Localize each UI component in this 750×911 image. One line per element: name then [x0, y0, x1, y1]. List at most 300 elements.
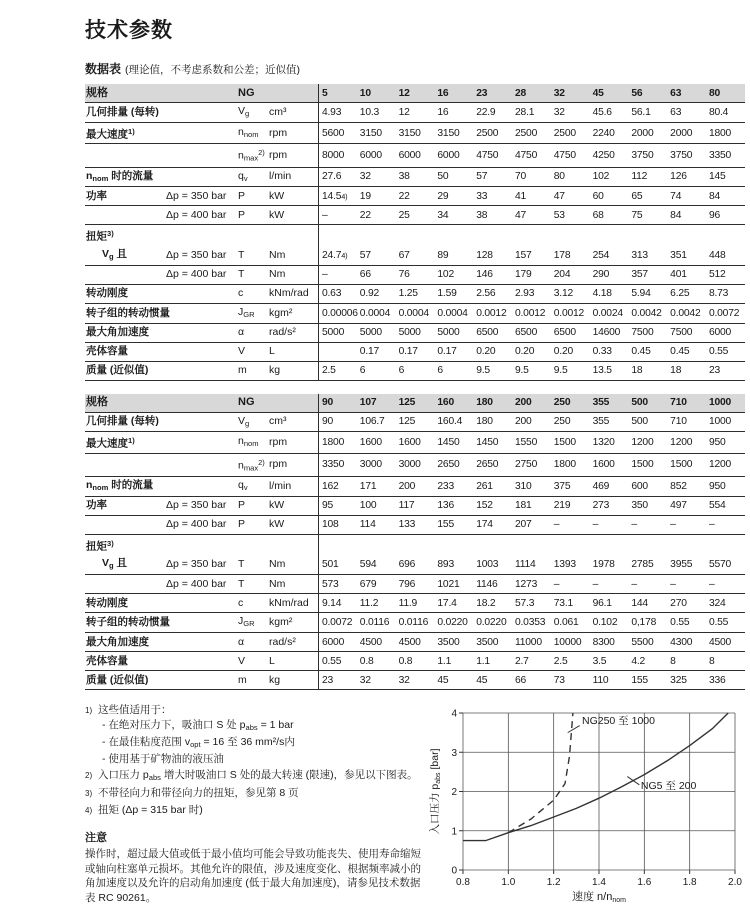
series-annotation-label: NG5 至 200 — [640, 779, 697, 792]
row-label: $V_g$ 且 — [102, 557, 128, 571]
value-cell: 117 — [398, 500, 415, 512]
row-label: $n_{nom}$ 时的流量 — [86, 479, 154, 492]
row-symbol: $q_v$ — [238, 479, 248, 492]
value-cell: 70 — [514, 171, 527, 183]
row-unit: kg — [269, 673, 281, 686]
row-symbol: $n_{max}^{2)}$ — [238, 148, 265, 163]
row-label: 功率 — [86, 189, 107, 202]
footnote-marker: 2) — [85, 770, 93, 780]
header-size-cell: 710 — [670, 397, 687, 409]
row-label: 壳体容量 — [86, 345, 128, 358]
table-row — [85, 187, 745, 206]
table-caption — [85, 60, 745, 77]
row-symbol: T — [238, 248, 245, 261]
footnotes-column — [85, 703, 427, 911]
value-cell: 0.00006 — [318, 304, 357, 323]
value-cell: 80 — [553, 171, 565, 183]
table-row — [85, 613, 745, 633]
y-tick-label: 3 — [451, 747, 457, 759]
table-row — [85, 516, 745, 535]
x-tick-label: 1.4 — [592, 877, 606, 889]
header-size-cell: 32 — [553, 87, 565, 99]
value-cell: 0.55 — [708, 617, 729, 629]
value-cell: 3.5 — [592, 655, 607, 667]
header-size-cell: 107 — [359, 397, 377, 409]
value-cell: 57 — [359, 249, 371, 261]
value-cell: 1200 — [708, 459, 732, 471]
value-cell: 2750 — [514, 459, 538, 471]
value-cell: 250 — [553, 416, 571, 428]
value-cell: 174 — [476, 519, 493, 531]
row-sublabel: Δp = 400 bar — [166, 268, 227, 281]
value-cell: 5000 — [318, 324, 357, 342]
value-cell: 136 — [437, 500, 454, 512]
value-cell: 0.45 — [631, 346, 651, 358]
value-cell: 1320 — [592, 437, 615, 449]
value-cell: 23 — [708, 365, 721, 377]
value-cell: 32 — [553, 106, 565, 118]
value-cell: 313 — [631, 249, 648, 261]
value-cell: 96 — [708, 209, 721, 221]
table-header-row — [85, 394, 745, 413]
value-cell: 145 — [708, 171, 726, 183]
value-cell: – — [318, 266, 357, 284]
footnote-text: 入口压力 $p_{abs}$ 增大时吸油口 S 处的最大转速 (限速)，参见以下图表。 — [98, 768, 418, 782]
value-cell: 4250 — [592, 149, 615, 161]
value-cell: 8 — [708, 655, 715, 667]
value-cell: 9.5 — [553, 365, 568, 377]
value-cell: 1600 — [398, 437, 421, 449]
value-cell: 6500 — [514, 327, 538, 339]
value-cell: 5000 — [359, 327, 382, 339]
x-tick-label: 1.6 — [637, 877, 652, 889]
value-cell: 180 — [476, 416, 493, 428]
value-cell: 0.0012 — [476, 307, 507, 319]
value-cell: 12 — [398, 106, 410, 118]
section-label: 扭矩$^{3)}$ — [86, 229, 114, 243]
header-ng-label: NG — [238, 86, 255, 99]
header-spec-label: 规格 — [86, 396, 108, 409]
value-cell: 0.0042 — [631, 307, 662, 319]
value-cell: 324 — [708, 597, 726, 609]
value-cell: 110 — [592, 674, 609, 686]
row-symbol: $n_{nom}$ — [238, 435, 259, 449]
value-cell: 0.0004 — [398, 307, 429, 319]
value-cell: – — [318, 206, 357, 224]
row-symbol: V — [238, 654, 246, 667]
row-unit: kNm/rad — [269, 287, 309, 300]
value-cell: 6 — [359, 365, 366, 377]
value-cell: 11.2 — [359, 597, 379, 609]
value-cell: 0.0012 — [553, 307, 585, 319]
table-row — [85, 285, 745, 304]
value-cell: 0.8 — [359, 655, 374, 667]
value-cell: 45.6 — [592, 106, 612, 118]
value-cell: 696 — [398, 559, 416, 571]
value-cell: 10000 — [553, 636, 582, 648]
value-cell: 32 — [359, 171, 371, 183]
note-heading: 注意 — [85, 832, 107, 845]
value-cell: 23 — [318, 671, 357, 689]
row-label: 转动刚度 — [86, 287, 128, 300]
row-unit: L — [269, 654, 275, 667]
x-axis-label: 速度 n/nnom — [572, 891, 626, 905]
value-cell: 357 — [631, 269, 648, 281]
value-cell: 3955 — [670, 559, 693, 571]
value-cell: – — [553, 578, 560, 590]
value-cell: 0.0004 — [359, 307, 391, 319]
row-unit: rpm — [269, 126, 288, 139]
value-cell: 27.6 — [318, 168, 357, 187]
value-cell: 29 — [437, 190, 449, 202]
value-cell: 1800 — [553, 459, 576, 471]
value-cell: 0.8 — [398, 655, 413, 667]
value-cell: 18.2 — [476, 597, 496, 609]
value-cell: 0.0042 — [670, 307, 701, 319]
header-size-cell: 500 — [631, 397, 648, 409]
value-cell: 7500 — [631, 327, 654, 339]
value-cell: 17.4 — [437, 597, 457, 609]
value-cell: 60 — [592, 190, 604, 202]
row-unit: l/min — [269, 170, 292, 183]
value-cell: 0.55 — [318, 652, 357, 670]
value-cell: 157 — [514, 249, 532, 261]
footnote-text: 不带径向力和带径向力的扭矩，参见第 8 页 — [98, 787, 299, 800]
value-cell: 0.0004 — [437, 307, 468, 319]
value-cell: 3500 — [437, 636, 460, 648]
row-symbol: T — [238, 577, 245, 590]
table-row — [85, 432, 745, 453]
x-tick-label: 1.8 — [682, 877, 697, 889]
value-cell: 1450 — [437, 437, 460, 449]
value-cell: 67 — [398, 249, 410, 261]
row-unit: kW — [269, 208, 285, 221]
value-cell: 4750 — [553, 149, 576, 161]
row-unit: kg — [269, 364, 281, 377]
value-cell: 4.93 — [318, 103, 357, 122]
value-cell: 14.5 4) — [318, 187, 357, 205]
value-cell: 5600 — [318, 123, 357, 143]
spec-table-large-sizes — [85, 394, 745, 691]
value-cell: 200 — [514, 416, 532, 428]
value-cell: 0.0220 — [437, 617, 468, 629]
header-size-cell: 45 — [592, 87, 604, 99]
value-cell: 573 — [318, 575, 357, 593]
row-symbol: P — [238, 499, 246, 512]
value-cell: 75 — [631, 209, 643, 221]
row-label: 转子组的转动惯量 — [86, 306, 170, 319]
value-cell: 2650 — [476, 459, 499, 471]
value-cell: 2785 — [631, 559, 654, 571]
value-cell: 179 — [514, 269, 532, 281]
value-cell: 102 — [437, 269, 454, 281]
table-row — [85, 144, 745, 167]
value-cell: 38 — [476, 209, 488, 221]
value-cell: 219 — [553, 500, 571, 512]
value-cell: 4.18 — [592, 288, 612, 300]
value-cell: 290 — [592, 269, 610, 281]
value-cell: 351 — [670, 249, 687, 261]
value-cell: 89 — [437, 249, 449, 261]
footnote-item — [85, 703, 427, 767]
value-cell: 1200 — [670, 437, 693, 449]
value-cell: 63 — [670, 106, 682, 118]
table-row — [85, 168, 745, 188]
value-cell: 5000 — [437, 327, 460, 339]
value-cell: 100 — [359, 500, 377, 512]
value-cell: 0.20 — [476, 346, 496, 358]
value-cell: 6000 — [318, 633, 357, 651]
row-label: 功率 — [86, 499, 107, 512]
table-row — [85, 324, 745, 343]
value-cell: 3350 — [708, 149, 732, 161]
annotation-leader-line — [568, 726, 580, 733]
value-cell: 3750 — [631, 149, 654, 161]
footnote-item — [85, 768, 427, 785]
value-cell: 1021 — [437, 578, 460, 590]
row-symbol: m — [238, 673, 247, 686]
value-cell: 80.4 — [708, 106, 729, 118]
footnotes-list — [85, 703, 427, 818]
value-cell: 0.0353 — [514, 617, 546, 629]
y-tick-label: 2 — [451, 787, 457, 799]
value-cell: 469 — [592, 481, 610, 493]
table-row — [85, 266, 745, 285]
value-cell: 0.20 — [553, 346, 574, 358]
row-label: 最大速度$^{1)}$ — [86, 436, 135, 450]
row-label: 壳体容量 — [86, 654, 128, 667]
row-unit: kW — [269, 499, 285, 512]
value-cell: 1550 — [514, 437, 538, 449]
table-row — [85, 413, 745, 433]
value-cell: 47 — [553, 190, 565, 202]
value-cell: 950 — [708, 481, 726, 493]
value-cell: 125 — [398, 416, 416, 428]
value-cell: 6500 — [553, 327, 576, 339]
table-row — [85, 206, 745, 225]
row-symbol: α — [238, 326, 245, 339]
value-cell: 0.55 — [708, 346, 729, 358]
value-cell: 1500 — [670, 459, 693, 471]
value-cell: 2240 — [592, 127, 615, 139]
value-cell: 325 — [670, 674, 687, 686]
row-symbol: V — [238, 345, 246, 358]
value-cell: – — [708, 519, 715, 531]
value-cell: 133 — [398, 519, 416, 531]
spec-table-small-sizes — [85, 84, 745, 381]
value-cell: 1978 — [592, 559, 615, 571]
x-tick-label: 0.8 — [456, 877, 470, 889]
row-symbol: α — [238, 635, 245, 648]
row-symbol: P — [238, 518, 246, 531]
value-cell: 2500 — [476, 127, 499, 139]
value-cell: 90 — [318, 413, 357, 432]
value-cell: 84 — [708, 190, 721, 202]
value-cell: 73.1 — [553, 597, 574, 609]
value-cell: 6500 — [476, 327, 499, 339]
value-cell: 112 — [631, 171, 648, 183]
value-cell: 56.1 — [631, 106, 651, 118]
value-cell: 114 — [359, 519, 376, 531]
row-unit: Nm — [269, 268, 286, 281]
value-cell: 3.12 — [553, 288, 574, 300]
row-symbol: P — [238, 189, 246, 202]
value-cell: 84 — [670, 209, 682, 221]
value-cell: 10.3 — [359, 106, 380, 118]
x-tick-label: 2.0 — [728, 877, 742, 889]
value-cell: 4750 — [514, 149, 538, 161]
header-size-cell: 12 — [398, 87, 410, 99]
value-cell — [318, 343, 357, 361]
value-cell: 32 — [398, 674, 410, 686]
row-label: 质量 (近似值) — [86, 673, 149, 686]
value-cell: 28.1 — [514, 106, 535, 118]
value-cell: 3500 — [476, 636, 499, 648]
value-cell: 254 — [592, 249, 610, 261]
value-cell: 4750 — [476, 149, 499, 161]
value-cell: 1114 — [514, 559, 536, 571]
value-cell: 45 — [437, 674, 449, 686]
value-cell: – — [592, 578, 599, 590]
series-solid — [463, 713, 728, 841]
table-row — [85, 633, 745, 652]
value-cell: 160.4 — [437, 416, 463, 428]
value-cell: 22 — [398, 190, 410, 202]
footnote-text: 扭矩 (Δp = 315 bar 时) — [98, 803, 203, 816]
value-cell: 22.9 — [476, 106, 496, 118]
row-unit: l/min — [269, 480, 292, 493]
row-label: 转子组的转动惯量 — [86, 616, 170, 629]
value-cell: 0.102 — [592, 617, 618, 629]
value-cell: – — [631, 519, 637, 531]
value-cell: 0.061 — [553, 617, 579, 629]
value-cell: 16 — [437, 106, 449, 118]
value-cell: 261 — [476, 481, 493, 493]
row-unit: kNm/rad — [269, 596, 309, 609]
value-cell: 2.93 — [514, 288, 535, 300]
value-cell: 1393 — [553, 559, 576, 571]
value-cell: 73 — [553, 674, 565, 686]
value-cell: 0.0024 — [592, 307, 623, 319]
header-size-cell: 200 — [514, 397, 532, 409]
table-row — [85, 477, 745, 497]
value-cell: 679 — [359, 578, 377, 590]
value-cell: 401 — [670, 269, 687, 281]
value-cell: 8300 — [592, 636, 615, 648]
value-cell: 501 — [318, 555, 357, 574]
table-section-row — [85, 225, 745, 245]
y-axis-label: 入口压力 pabs [bar] — [429, 748, 442, 835]
row-label: $n_{nom}$ 时的流量 — [86, 169, 154, 183]
header-size-cell: 23 — [476, 87, 488, 99]
value-cell: 497 — [670, 500, 687, 512]
table-header-row — [85, 84, 745, 103]
header-size-cell: 28 — [514, 87, 527, 99]
value-cell: 8000 — [318, 144, 357, 166]
value-cell: 34 — [437, 209, 449, 221]
value-cell: 375 — [553, 481, 571, 493]
row-unit: cm³ — [269, 415, 287, 428]
row-unit: kW — [269, 518, 285, 531]
footnote-marker: 3) — [85, 789, 93, 799]
value-cell: 2000 — [631, 127, 654, 139]
row-unit: kgm² — [269, 616, 293, 629]
empty-cell — [318, 535, 357, 555]
value-cell: 5570 — [708, 559, 732, 571]
row-symbol: $n_{max}^{2)}$ — [238, 457, 265, 473]
value-cell: 5500 — [631, 636, 654, 648]
value-cell: 6000 — [708, 327, 732, 339]
row-label: 最大角加速度 — [86, 635, 149, 648]
value-cell: 22 — [359, 209, 371, 221]
value-cell: 74 — [670, 190, 682, 202]
value-cell: 600 — [631, 481, 648, 493]
value-cell: 3000 — [359, 459, 382, 471]
value-cell: 0.0072 — [318, 613, 357, 632]
row-unit: Nm — [269, 248, 286, 261]
value-cell: 146 — [476, 269, 493, 281]
value-cell: 1600 — [359, 437, 382, 449]
value-cell: 0.45 — [670, 346, 690, 358]
row-unit: rad/s² — [269, 326, 296, 339]
value-cell: 710 — [670, 416, 687, 428]
value-cell: 4300 — [670, 636, 693, 648]
row-sublabel: Δp = 400 bar — [166, 518, 227, 531]
row-sublabel: Δp = 350 bar — [166, 189, 227, 202]
value-cell: 152 — [476, 500, 493, 512]
value-cell: 2650 — [437, 459, 460, 471]
value-cell: 1450 — [476, 437, 499, 449]
value-cell: 41 — [514, 190, 527, 202]
value-cell: 6000 — [437, 149, 460, 161]
value-cell: 1003 — [476, 559, 499, 571]
value-cell: 1800 — [318, 432, 357, 452]
header-size-cell: 250 — [553, 397, 571, 409]
value-cell: 0.55 — [670, 617, 690, 629]
table-row — [85, 454, 745, 477]
inlet-pressure-vs-speed-chart — [427, 705, 745, 906]
value-cell: 0.63 — [318, 285, 357, 303]
value-cell: 126 — [670, 171, 687, 183]
value-cell: 355 — [592, 416, 610, 428]
value-cell: 2000 — [670, 127, 693, 139]
row-unit: rpm — [269, 436, 288, 449]
row-unit: L — [269, 345, 275, 358]
value-cell: 11.9 — [398, 597, 418, 609]
table-row — [85, 594, 745, 613]
table-row — [85, 123, 745, 144]
header-size-cell: 10 — [359, 87, 371, 99]
value-cell: 1.1 — [437, 655, 452, 667]
row-symbol: $J_{GR}$ — [238, 305, 255, 319]
value-cell: 171 — [359, 481, 377, 493]
value-cell: 6 — [398, 365, 405, 377]
value-cell: 66 — [514, 674, 527, 686]
table-row — [85, 246, 745, 266]
value-cell: 1146 — [476, 578, 498, 590]
row-unit: Nm — [269, 558, 286, 571]
table-section-row — [85, 535, 745, 555]
value-cell: 200 — [398, 481, 416, 493]
row-symbol: c — [238, 596, 244, 609]
header-size-cell: 80 — [708, 87, 721, 99]
value-cell: 13.5 — [592, 365, 612, 377]
header-size-cell: 16 — [437, 87, 449, 99]
value-cell: 2500 — [553, 127, 576, 139]
value-cell: 207 — [514, 519, 532, 531]
row-unit: rpm — [269, 458, 288, 471]
value-cell: 66 — [359, 269, 371, 281]
